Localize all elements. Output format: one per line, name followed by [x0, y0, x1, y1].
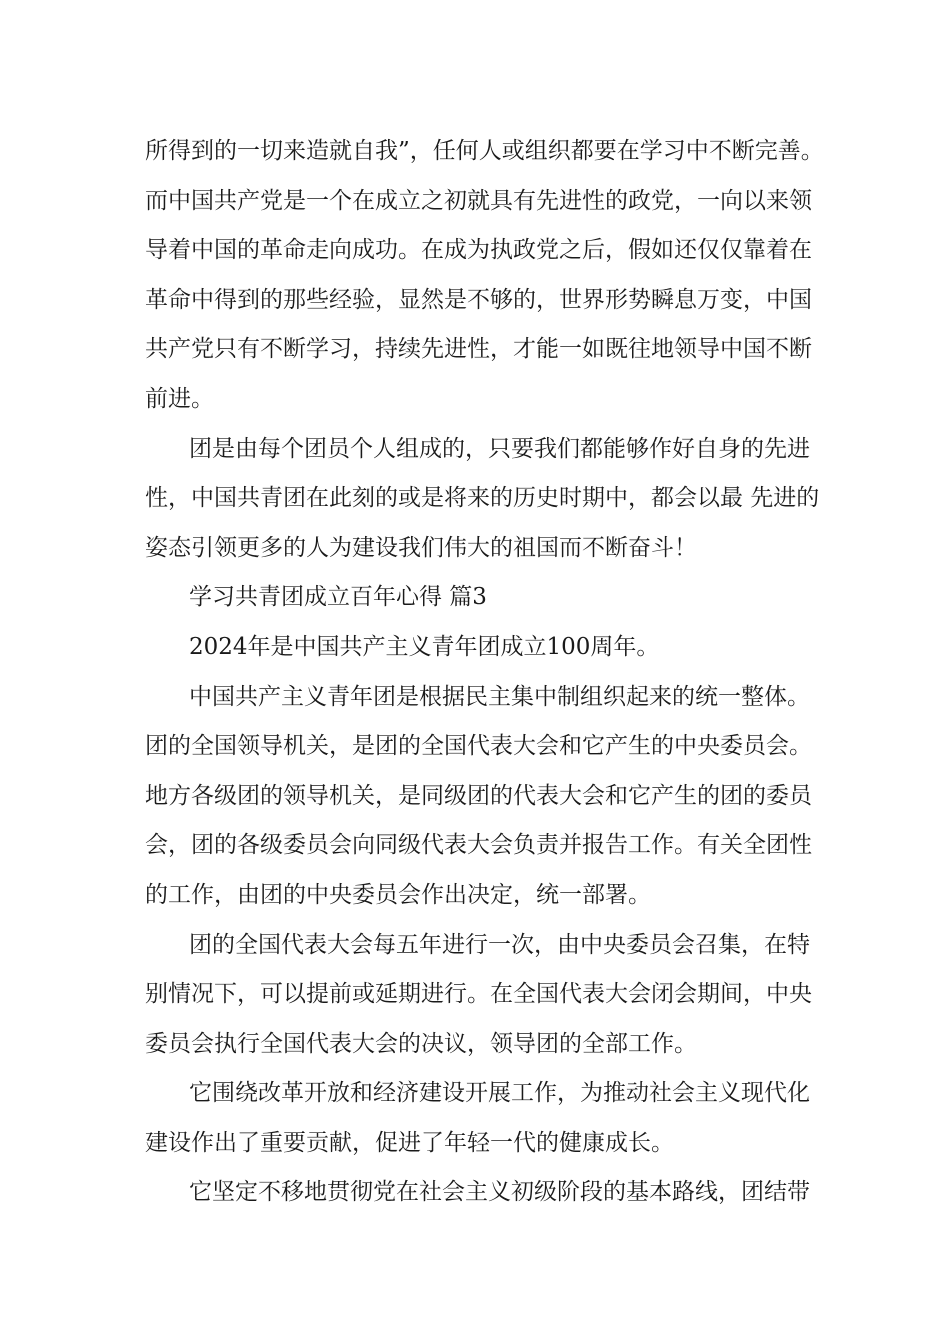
text-line: 委员会执行全国代表大会的决议，领导团的全部工作。: [145, 1030, 697, 1057]
text-line: 中国共产主义青年团是根据民主集中制组织起来的统一整体。: [189, 683, 810, 710]
text-line: 而中国共产党是一个在成立之初就具有先进性的政党，一向以来领: [145, 187, 812, 214]
text-line: 团的全国领导机关，是团的全国代表大会和它产生的中央委员会。: [145, 733, 812, 760]
text-line: 它坚定不移地贯彻党在社会主义初级阶段的基本路线，团结带: [189, 1179, 810, 1206]
text-line: 它围绕改革开放和经济建设开展工作，为推动社会主义现代化: [189, 1080, 810, 1107]
text-line: 的工作，由团的中央委员会作出决定，统一部署。: [145, 881, 651, 908]
text-line: 共产党只有不断学习，持续先进性，才能一如既往地领导中国不断: [145, 336, 812, 363]
text-line: 地方各级团的领导机关，是同级团的代表大会和它产生的团的委员: [145, 782, 812, 809]
text-line: 团的全国代表大会每五年进行一次，由中央委员会召集，在特: [189, 931, 810, 958]
text-line: 革命中得到的那些经验，显然是不够的，世界形势瞬息万变，中国: [145, 286, 812, 313]
text-line: 别情况下，可以提前或延期进行。在全国代表大会闭会期间，中央: [145, 981, 812, 1008]
text-line: 团是由每个团员个人组成的，只要我们都能够作好自身的先进: [189, 435, 810, 462]
text-line: 所得到的一切来造就自我”，任何人或组织都要在学习中不断完善。: [145, 138, 824, 164]
text-line: 2024年是中国共产主义青年团成立100周年。: [189, 633, 660, 660]
text-line: 学习共青团成立百年心得 篇3: [189, 584, 487, 611]
text-line: 姿态引领更多的人为建设我们伟大的祖国而不断奋斗！: [145, 534, 697, 561]
text-line: 性，中国共青团在此刻的或是将来的历史时期中，都会以最 先进的: [145, 485, 820, 512]
text-line: 会，团的各级委员会向同级代表大会负责并报告工作。有关全团性: [145, 832, 812, 859]
text-line: 导着中国的革命走向成功。在成为执政党之后，假如还仅仅靠着在: [145, 237, 812, 264]
text-line: 前进。: [145, 385, 214, 412]
text-line: 建设作出了重要贡献，促进了年轻一代的健康成长。: [145, 1129, 674, 1156]
document-body: [145, 127, 825, 1218]
